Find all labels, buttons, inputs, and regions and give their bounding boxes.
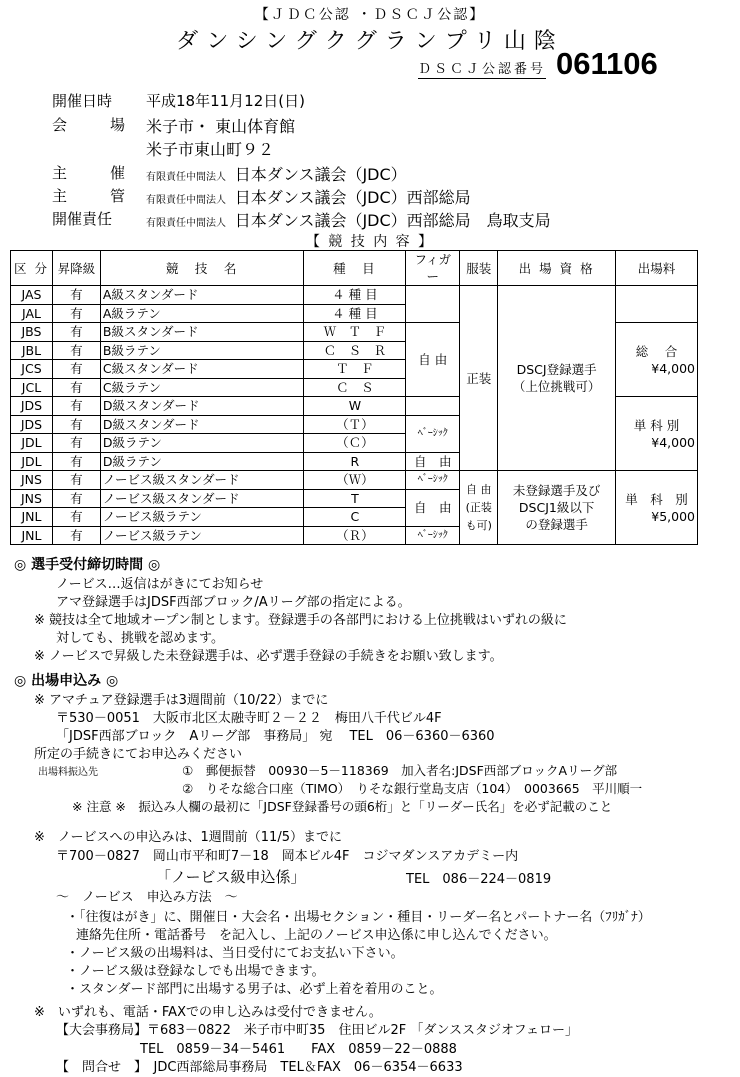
method-heading: ～ ノービス 申込み方法 ～ [56, 890, 238, 905]
info-label-responsible: 開催責任 [52, 210, 113, 228]
cell-competition-name: ノービス級スタンダード [100, 489, 304, 508]
cell-event: （Ｔ） [304, 415, 406, 434]
cell-promotion: 有 [52, 286, 100, 305]
dress-line: 自 由 [465, 482, 492, 496]
method-line: ・「往復はがき」に、開催日・大会名・出場セクション・種目・リーダー名とパートナー名（ﾌﾘｶﾞﾅ） [66, 910, 651, 925]
header-cell: 服装 [460, 251, 498, 286]
cell-category: JDL [11, 452, 53, 471]
note-line: ※ ノービスで昇級した未登録選手は、必ず選手登録の手続きをお願い致します。 [34, 649, 503, 664]
info-value-venue: 米子市・ 東山体育館 [146, 117, 296, 136]
cell-event: Ｗ Ｔ Ｆ [304, 323, 406, 342]
cell-category: JNS [11, 471, 53, 490]
cell-event: （Ｒ） [304, 526, 406, 545]
cell-category: JDS [11, 397, 53, 416]
cell-figure-free: 自 由 [406, 323, 460, 397]
note-line: 対しても、挑戦を認めます。 [56, 631, 224, 646]
cell-promotion: 有 [52, 471, 100, 490]
cell-competition-name: B級ラテン [100, 341, 304, 360]
cell-competition-name: ノービス級ラテン [100, 508, 304, 527]
cell-competition-name: ノービス級スタンダード [100, 471, 304, 490]
corp-prefix: 有限責任中間法人 [146, 218, 226, 229]
cell-event: （Ｃ） [304, 434, 406, 453]
cell-category: JAS [11, 286, 53, 305]
cell-category: JNL [11, 526, 53, 545]
cell-category: JBS [11, 323, 53, 342]
cell-category: JNS [11, 489, 53, 508]
cell-category: JNL [11, 508, 53, 527]
fee-label: 単 科 別 [625, 491, 688, 507]
note-line: ※ いずれも、電話・FAXでの申し込みは受付できません。 [34, 1005, 382, 1020]
cell-competition-name: A級ラテン [100, 304, 304, 323]
cell-event: Ｔ Ｆ [304, 360, 406, 379]
novice-desk-tel: TEL 086－224－0819 [406, 872, 552, 887]
note-line: ※ アマチュア登録選手は3週間前（10/22）までに [34, 693, 329, 708]
section-title: 【 競 技 内 容 】 [305, 234, 435, 250]
info-label-manager: 主 管 [52, 187, 140, 205]
cell-promotion: 有 [52, 452, 100, 471]
qualification-line: DSCJ登録選手 [516, 362, 597, 377]
office-line: 【大会事務局】〒683－0822 米子市中町35 住田ビル2F 「ダンススタジオフェロー」 [56, 1023, 579, 1038]
payment-line: ① 郵便振替 00930－5－118369 加入者名:JDSF西部ブロックAリーグ部 [182, 763, 618, 778]
cell-event: ４ 種 目 [304, 304, 406, 323]
header-cell: 競 技 名 [100, 251, 304, 286]
cell-category: JCS [11, 360, 53, 379]
cell-competition-name: A級スタンダード [100, 286, 304, 305]
note-line: ※ 競技は全て地域オープン制とします。登録選手の各部門における上位挑戦はいずれの級に [34, 613, 567, 628]
cell-figure-basic: ﾍﾞｰｼｯｸ [406, 471, 460, 490]
info-label-organizer: 主 催 [52, 164, 140, 182]
payment-line: ② りそな総合口座（TIMO） りそな銀行堂島支店（104） 0003665 平川順一 [182, 781, 643, 796]
cell-competition-name: D級ラテン [100, 452, 304, 471]
dress-line: (正装 [465, 500, 492, 514]
office-contact: TEL 0859－34－5461 FAX 0859－22－0888 [140, 1042, 457, 1057]
organizer-name: 日本ダンス議会（JDC） [234, 165, 407, 184]
cell-dress-formal: 正装 [460, 286, 498, 471]
address-line: 「JDSF西部ブロック Aリーグ部 事務局」 宛 TEL 06－6360－6360 [56, 729, 495, 744]
cell-competition-name: B級スタンダード [100, 323, 304, 342]
cell-promotion: 有 [52, 360, 100, 379]
address-line: 〒530－0051 大阪市北区太融寺町２－２２ 梅田八千代ビル4F [56, 711, 442, 726]
info-value-address: 米子市東山町９２ [146, 140, 275, 159]
fee-label: 総 合 [635, 343, 678, 359]
method-line: ・ノービス級の出場料は、当日受付にてお支払い下さい。 [66, 946, 404, 961]
cell-competition-name: D級ラテン [100, 434, 304, 453]
qualification-line: 未登録選手及び [512, 483, 601, 498]
note-line: ※ ノービスへの申込みは、1週間前（11/5）までに [34, 830, 342, 845]
cell-category: JDS [11, 415, 53, 434]
cert-number: 061106 [556, 46, 658, 81]
caution-line: ※ 注意 ※ 振込み人欄の最初に「JDSF登録番号の頭6桁」と「リーダー氏名」を必ず記載のこと [72, 799, 613, 814]
cell-promotion: 有 [52, 434, 100, 453]
cell-category: JDL [11, 434, 53, 453]
qualification-line: DSCJ1級以下 [518, 500, 595, 515]
cell-figure-free: 自 由 [406, 452, 460, 471]
fee-amount: ¥5,000 [651, 508, 695, 524]
cert-number-label: ＤＳＣＪ公認番号 [418, 58, 546, 79]
cell-promotion: 有 [52, 378, 100, 397]
cell-event: R [304, 452, 406, 471]
header-cell: 出 場 資 格 [498, 251, 616, 286]
header-cell: 昇降級 [52, 251, 100, 286]
cell-event: Ｃ Ｓ [304, 378, 406, 397]
cell-promotion: 有 [52, 415, 100, 434]
cell-category: JBL [11, 341, 53, 360]
responsible-name: 日本ダンス議会（JDC）西部総局 鳥取支局 [234, 211, 551, 230]
payment-label: 出場料振込先 [38, 767, 98, 778]
cell-competition-name: C級スタンダード [100, 360, 304, 379]
cell-competition-name: ノービス級ラテン [100, 526, 304, 545]
header-cell: 種 目 [304, 251, 406, 286]
method-line: ・スタンダード部門に出場する男子は、必ず上着を着用のこと。 [66, 982, 443, 997]
event-title: ダンシングクグランプリ山陰 [176, 29, 564, 54]
cell-competition-name: D級スタンダード [100, 415, 304, 434]
cell-promotion: 有 [52, 304, 100, 323]
cell-promotion: 有 [52, 397, 100, 416]
cell-event: C [304, 508, 406, 527]
manager-name: 日本ダンス議会（JDC）西部総局 [234, 188, 471, 207]
header-cell: フィガー [406, 251, 460, 286]
section-heading: ◎ 選手受付締切時間 ◎ [14, 557, 161, 573]
novice-desk-name: 「ノービス級申込係」 [156, 868, 306, 886]
cell-promotion: 有 [52, 323, 100, 342]
cell-competition-name: D級スタンダード [100, 397, 304, 416]
cell-figure-free: 自 由 [406, 489, 460, 526]
cell-event: （Ｗ） [304, 471, 406, 490]
info-label-venue: 会 場 [52, 116, 140, 134]
dress-line: も可) [465, 518, 492, 532]
cell-figure-basic: ﾍﾞｰｼｯｸ [406, 526, 460, 545]
cell-promotion: 有 [52, 526, 100, 545]
cell-promotion: 有 [52, 489, 100, 508]
cell-event: T [304, 489, 406, 508]
cell-category: JAL [11, 304, 53, 323]
info-label-date: 開催日時 [52, 92, 113, 110]
address-line: 〒700－0827 岡山市平和町7－18 岡本ビル4F コジマダンスアカデミー内 [56, 849, 519, 864]
cell-promotion: 有 [52, 508, 100, 527]
cell-figure-basic: ﾍﾞｰｼｯｸ [406, 415, 460, 452]
cell-competition-name: C級ラテン [100, 378, 304, 397]
header-cell: 区 分 [11, 251, 53, 286]
cell-event: Ｃ Ｓ Ｒ [304, 341, 406, 360]
corp-prefix: 有限責任中間法人 [146, 195, 226, 206]
note-line: 所定の手続きにてお申込みください [34, 747, 243, 762]
fee-amount: ¥4,000 [651, 360, 695, 376]
note-line: アマ登録選手はJDSF西部ブロック/Aリーグ部の指定による。 [56, 595, 411, 610]
qualification-line: の登録選手 [525, 517, 588, 532]
info-value-date: 平成18年11月12日(日) [146, 92, 305, 110]
corp-prefix: 有限責任中間法人 [146, 172, 226, 183]
cell-promotion: 有 [52, 341, 100, 360]
qualification-line: （上位挑戦可） [512, 379, 601, 394]
method-line: 連絡先住所・電話番号 を記入し、上記のノービス申込係に申し込んでください。 [76, 928, 557, 943]
cell-category: JCL [11, 378, 53, 397]
fee-amount: ¥4,000 [651, 434, 695, 450]
section-heading: ◎ 出場申込み ◎ [14, 673, 119, 689]
cell-event: W [304, 397, 406, 416]
inquiry-line: 【 問合せ 】 JDC西部総局事務局 TEL＆FAX 06－6354－6633 [56, 1060, 463, 1075]
certification-banner: 【ＪＤＣ公認 ・ＤＳＣＪ公認】 [254, 7, 486, 23]
note-line: ノービス…返信はがきにてお知らせ [56, 577, 264, 592]
method-line: ・ノービス級は登録なしでも出場できます。 [66, 964, 325, 979]
cell-event: ４ 種 目 [304, 286, 406, 305]
header-cell: 出場料 [616, 251, 698, 286]
fee-label: 単 科 別 [633, 417, 680, 433]
